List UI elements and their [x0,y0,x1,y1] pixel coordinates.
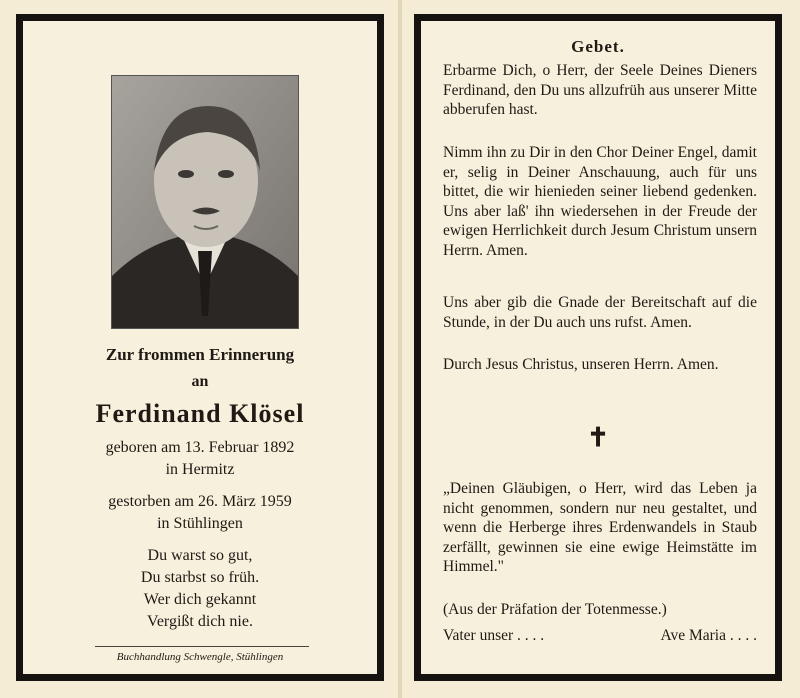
preface-quote: „Deinen Gläubigen, o Herr, wird das Leben ja nicht genommen, sondern nur neu gestaltet, und wenn die Herberge ihres Erdenwandels in Staub zerfällt, gewinnen sie eine ewige Heimstätte im Himmel." [443,480,757,575]
death-info [23,491,377,535]
deceased-name: Ferdinand Klösel [95,399,305,428]
poem-line: Du starbst so früh. [140,569,260,586]
portrait-illustration [112,76,298,328]
birth-info [23,437,377,481]
prayer-paragraph: Erbarme Dich, o Herr, der Seele Deines Dieners Ferdinand, den Du uns allzufrüh aus unserer Mitte abberufen hast. [443,62,757,118]
birth-date-line: geboren am 13. Februar 1892 [105,439,295,456]
memorial-card-front [0,0,398,698]
poem-line: Du warst so gut, [147,547,253,564]
prayer-paragraph: Durch Jesus Christus, unseren Herrn. Amen. [443,356,719,373]
prayer-paragraph: Uns aber gib die Gnade der Bereitschaft auf die Stunde, in der Du auch uns rufst. Amen. [443,294,757,331]
quote-source: (Aus der Präfation der Totenmesse.) [443,601,667,618]
birth-place-line: in Hermitz [165,461,235,478]
death-place-line: in Stühlingen [157,515,243,532]
poem-line: Vergißt dich nie. [147,613,253,630]
cross-icon: ✝ [587,423,609,452]
death-date-line: gestorben am 26. März 1959 [108,493,292,510]
publisher-imprint: Buchhandlung Schwengle, Stühlingen [116,651,284,663]
memorial-poem [23,545,377,633]
back-black-border-frame [414,14,782,681]
memorial-card-back [402,0,800,698]
front-black-border-frame [16,14,384,681]
poem-line: Wer dich gekannt [143,591,257,608]
vater-unser-label: Vater unser . . . . [443,627,545,644]
prayer-paragraph: Nimm ihn zu Dir in den Chor Deiner Engel, damit er, selig in Deiner Anschauung, auch für uns bittet, die wir hienieden seiner liebend gedenken. Uns aber laß' ihn wiedersehen in der Freude der ewigen Herrlichkeit durch Jesum Christum unsern Herrn. Amen. [443,144,757,259]
prayer-title: Gebet. [571,37,625,56]
portrait-photo [111,75,299,329]
publisher-divider [95,646,309,647]
closing-prayers [443,627,757,645]
dedication-text: Zur frommen Erinnerung [105,345,295,364]
dedication-an: an [191,373,209,390]
ave-maria-label: Ave Maria . . . . [660,627,757,644]
